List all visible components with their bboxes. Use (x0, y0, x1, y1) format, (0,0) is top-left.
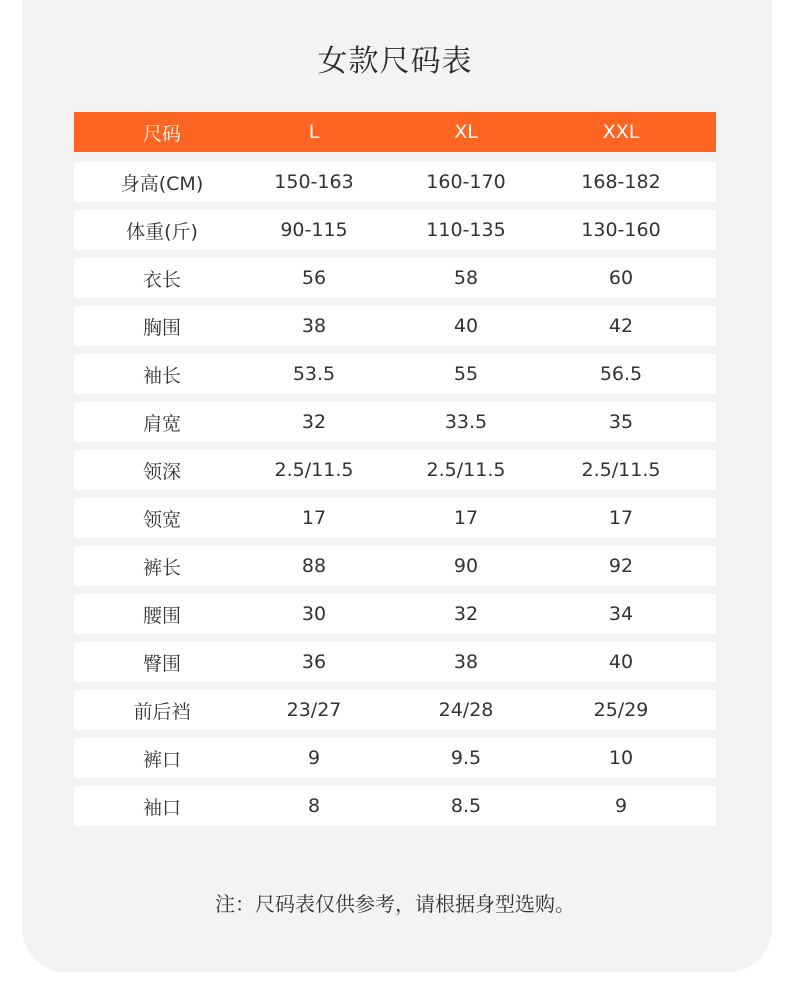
table-cell: 38 (453, 651, 479, 673)
table-cell: 25/29 (593, 699, 649, 721)
table-row (74, 546, 716, 586)
table-cell: 30 (301, 603, 327, 625)
table-cell: 36 (301, 651, 327, 673)
header-cell-l: L (308, 121, 320, 143)
table-cell: 24/28 (438, 699, 494, 721)
table-cell: 92 (608, 555, 634, 577)
table-cell: 168-182 (581, 171, 661, 193)
table-cell: 17 (608, 507, 634, 529)
table-row (74, 594, 716, 634)
header-cell-size: 尺码 (142, 122, 181, 145)
row-label-cell: 腰围 (142, 604, 181, 627)
table-row (74, 786, 716, 826)
table-cell: 17 (301, 507, 327, 529)
row-label-cell: 衣长 (142, 268, 181, 291)
row-label-cell: 臀围 (142, 652, 181, 675)
header-cell-xl: XL (454, 121, 478, 143)
row-label-cell: 袖长 (142, 364, 181, 387)
row-label-cell: 裤长 (142, 556, 181, 579)
table-header-row (74, 112, 716, 152)
table-cell: 9 (614, 795, 628, 817)
table-cell: 9 (307, 747, 321, 769)
table-cell: 150-163 (274, 171, 354, 193)
table-cell: 34 (608, 603, 634, 625)
table-row (74, 642, 716, 682)
table-row (74, 498, 716, 538)
row-label-cell: 领宽 (142, 508, 181, 531)
table-cell: 2.5/11.5 (581, 459, 661, 481)
table-row (74, 258, 716, 298)
table-cell: 110-135 (426, 219, 506, 241)
table-cell: 10 (608, 747, 634, 769)
table-cell: 130-160 (581, 219, 661, 241)
table-cell: 88 (301, 555, 327, 577)
table-row (74, 690, 716, 730)
size-table (74, 112, 716, 834)
table-row (74, 450, 716, 490)
table-row (74, 210, 716, 250)
table-cell: 60 (608, 267, 634, 289)
row-label-cell: 身高(CM) (120, 172, 204, 195)
table-row (74, 738, 716, 778)
table-cell: 2.5/11.5 (274, 459, 354, 481)
table-cell: 40 (608, 651, 634, 673)
table-cell: 2.5/11.5 (426, 459, 506, 481)
table-cell: 55 (453, 363, 479, 385)
table-cell: 35 (608, 411, 634, 433)
table-cell: 58 (453, 267, 479, 289)
table-row (74, 402, 716, 442)
table-cell: 90 (453, 555, 479, 577)
table-row (74, 354, 716, 394)
table-cell: 90-115 (280, 219, 348, 241)
row-label-cell: 体重(斤) (126, 220, 198, 243)
table-cell: 160-170 (426, 171, 506, 193)
table-row (74, 162, 716, 202)
table-cell: 32 (301, 411, 327, 433)
table-cell: 42 (608, 315, 634, 337)
table-row (74, 306, 716, 346)
table-cell: 32 (453, 603, 479, 625)
page-title: 女款尺码表 (317, 44, 473, 79)
table-cell: 33.5 (444, 411, 488, 433)
row-label-cell: 裤口 (142, 748, 181, 771)
table-cell: 40 (453, 315, 479, 337)
header-cell-xxl: XXL (602, 121, 640, 143)
table-cell: 38 (301, 315, 327, 337)
table-cell: 53.5 (292, 363, 336, 385)
table-cell: 8.5 (450, 795, 482, 817)
table-cell: 17 (453, 507, 479, 529)
row-label-cell: 袖口 (142, 796, 181, 819)
row-label-cell: 领深 (142, 460, 181, 483)
row-label-cell: 肩宽 (142, 412, 181, 435)
row-label-cell: 胸围 (142, 316, 181, 339)
table-cell: 9.5 (450, 747, 482, 769)
row-label-cell: 前后裆 (133, 700, 191, 723)
table-cell: 56 (301, 267, 327, 289)
footnote: 注：尺码表仅供参考，请根据身型选购。 (215, 892, 575, 916)
table-cell: 8 (307, 795, 321, 817)
table-cell: 56.5 (599, 363, 643, 385)
table-cell: 23/27 (286, 699, 342, 721)
